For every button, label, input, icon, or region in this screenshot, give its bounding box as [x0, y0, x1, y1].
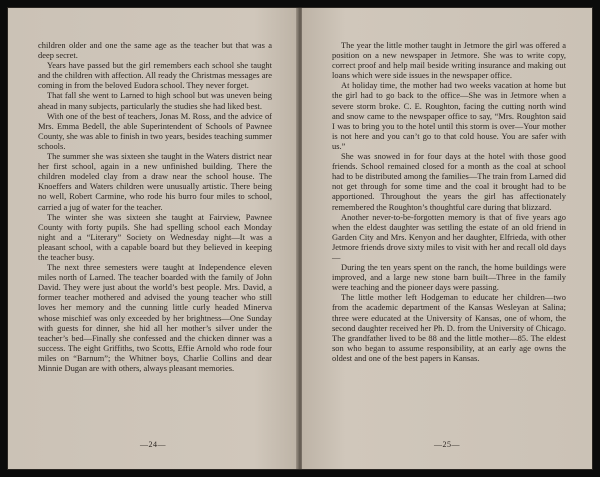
right-paragraph: She was snowed in for four days at the hotel with those good friends. School remained closed for a month as the coal at school had to be distributed among the families—The train from Larned did not get through for some time and the coal it brought had to be apportioned. Throughout the years the girl has affectionately remembered the Roughton’s thoughtful care during that blizzard.: [332, 151, 566, 212]
left-paragraph: children older and one the same age as the teacher but that was a deep secret.: [38, 40, 272, 61]
page-number-left: —24—: [140, 440, 166, 449]
page-number-right: —25—: [434, 440, 460, 449]
left-paragraph: The winter she was sixteen she taught at Fairview, Pawnee County with forty pupils. She had spelling school each Monday night and a “Literary” Society on Wednesday night—It was a pleasant school, with a capable board but they believed in keeping the teacher busy.: [38, 211, 272, 262]
right-paragraph: At holiday time, the mother had two weeks vacation at home but the girl had to go back to the office—She was in Jetmore when a severe storm broke. C. E. Roughton, facing the cutting north wind and snow came to the newspaper office to say, “Mrs. Roughton said I was to bring you to the hotel until this storm is over—Your mother is not here and you can’t go to that cold house. You are safer with us.”: [332, 80, 566, 151]
right-paragraph: The year the little mother taught in Jetmore the girl was offered a position on a new newspaper in Jetmore. She was to write copy, correct proof and help mail beside writing insurance and making out loans which were side issues in the newspaper office.: [332, 40, 566, 81]
right-paragraph: During the ten years spent on the ranch, the home buildings were improved, and a large new stone barn built—Three in the family were teaching and the pioneer days were passing.: [332, 262, 566, 293]
right-paragraph: The little mother left Hodgeman to educate her children—two from the academic department of the Kansas Wesleyan at Salina; three were educated at the University of Kansas, one of whom, the second daughter received her Ph. D. from the University of Chicago. The grandfather lived to be 88 and the little mother—85. The eldest son who began to assume responsibility, at an early age owns the oldest and one of the best papers in Kansas.: [332, 292, 566, 363]
book-spread: [8, 8, 592, 469]
left-paragraph: Years have passed but the girl remembers each school she taught and the children with affection. All ready the Christmas messages are coming in from the beloved Eudora school. They never forget.: [38, 60, 272, 91]
right-page: [302, 8, 592, 469]
left-page-text: [38, 40, 272, 373]
right-page-text: [332, 40, 566, 363]
left-paragraph: The next three semesters were taught at Independence eleven miles north of Larned. The teacher boarded with the family of John David. They were just about the world’s best people. Mrs. David, a former teacher mothered and advised the young teacher who still loves her memory and the cunning little curly headed Minerva whose mischief was only exceeded by her brightness—One Sunday with guests for dinner, she hid all her mother’s silver under the teacher’s bed—Finally she confessed and the chicken dinner was a success. The eight Griffiths, two Scotts, Effie Arnold who rode four miles on “Barnum”; the Whitner boys, Charlie Collins and dear Minnie Dugan are with others, always pleasant memories.: [38, 262, 272, 373]
left-paragraph: The summer she was sixteen she taught in the Waters district near her first school, again in a new unfinished building. There the children modeled clay from a draw near the school house. The Knoeffers and Waters children were unusually artistic. There being no well, Robert Carmine, who rode his burro four miles to school, carried a jug of water for the teacher.: [38, 151, 272, 212]
left-page: [8, 8, 298, 469]
left-paragraph: That fall she went to Larned to high school but was uneven being ahead in many subjects, particularly the studies she had liked best.: [38, 90, 272, 111]
right-paragraph: Another never-to-be-forgotten memory is that of five years ago when the eldest daughter was settling the estate of an old friend in Garden City and Mrs. Kenyon and her daughter, Elfrieda, with other Jetmore friends drove sixty miles to visit with her and recall old days—: [332, 211, 566, 262]
left-paragraph: With one of the best of teachers, Jonas M. Ross, and the advice of Mrs. Emma Bedell, the able Superintendent of Schools of Pawnee County, she was able to finish in two years, besides teaching summer schools.: [38, 110, 272, 151]
